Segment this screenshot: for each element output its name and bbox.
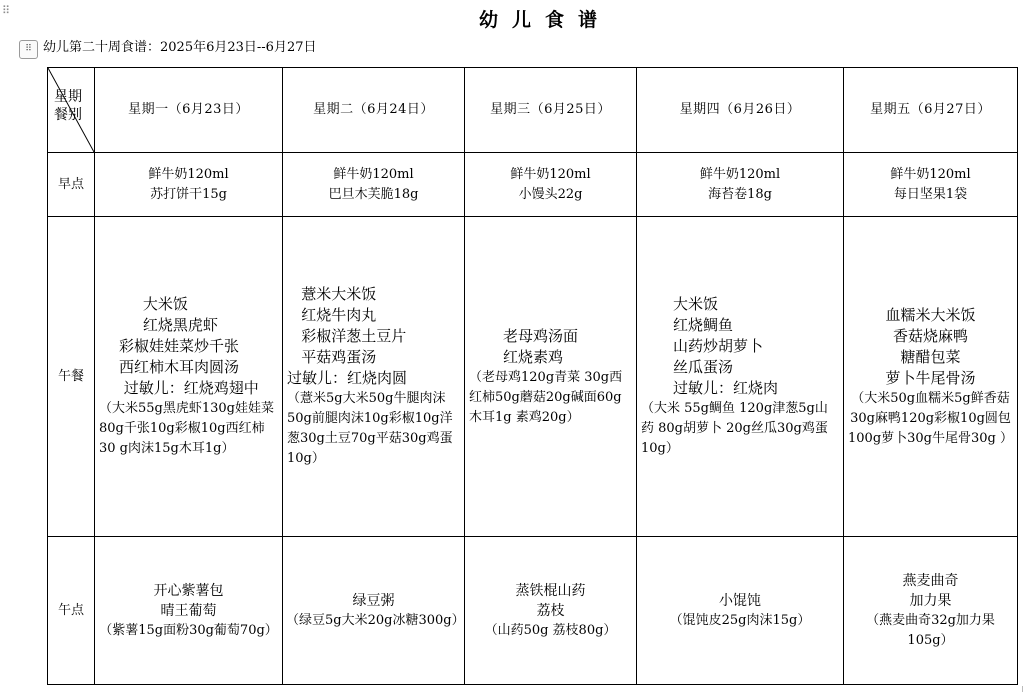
meal-label-lunch: 午餐	[48, 217, 95, 537]
lunch-dish: 老母鸡汤面	[503, 326, 579, 345]
lunch-dish: 红烧黑虎虾	[119, 316, 218, 334]
breakfast-item: 鲜牛奶120ml	[333, 166, 414, 182]
menu-subtitle: 幼儿第二十周食谱：2025年6月23日--6月27日	[43, 40, 317, 55]
breakfast-cell-fri	[844, 153, 1018, 217]
breakfast-row	[48, 153, 1018, 217]
lunch-dish: 大米饭	[119, 295, 188, 313]
lunch-ingredients: （大米50g血糯米5g鲜香菇30g麻鸭120g彩椒10g圆包100g萝卜30g牛尾骨30g ）	[848, 390, 1013, 446]
breakfast-item: 海苔卷18g	[708, 186, 772, 202]
snack-row	[48, 537, 1018, 685]
lunch-ingredients: （大米55g黑虎虾130g娃娃菜80g千张10g彩椒10g西红柿30 g肉沫15g木耳1g）	[99, 401, 274, 456]
snack-cell-thu	[637, 537, 844, 685]
breakfast-item: 鲜牛奶120ml	[148, 166, 229, 182]
lunch-ingredients: （大米 55g鲷鱼 120g津葱5g山药 80g胡萝卜 20g丝瓜30g鸡蛋10g）	[641, 401, 828, 456]
snack-cell-mon	[95, 537, 283, 685]
lunch-cell-thu	[637, 217, 844, 537]
day-header-wed: 星期三（6月25日）	[465, 68, 637, 153]
lunch-dish: 彩椒洋葱土豆片	[287, 327, 407, 345]
breakfast-cell-tue	[283, 153, 465, 217]
header-row	[48, 68, 1018, 153]
breakfast-cell-mon	[95, 153, 283, 217]
snack-ingredients: （馄饨皮25g肉沫15g）	[669, 612, 811, 628]
snack-ingredients: （绿豆5g大米20g冰糖300g）	[286, 612, 465, 628]
breakfast-cell-thu	[637, 153, 844, 217]
lunch-dish: 西红柿木耳肉圆汤	[119, 358, 240, 376]
meal-label-snack: 午点	[48, 537, 95, 685]
day-header-mon: 星期一（6月23日）	[95, 68, 283, 153]
breakfast-cell-wed	[465, 153, 637, 217]
snack-dish: 绿豆粥	[352, 592, 395, 609]
table-move-handle-icon[interactable]: ⠿	[19, 40, 38, 59]
snack-cell-wed	[465, 537, 637, 685]
day-header-tue: 星期二（6月24日）	[283, 68, 465, 153]
breakfast-item: 每日坚果1袋	[893, 186, 968, 202]
snack-dish: 燕麦曲奇	[902, 572, 959, 589]
lunch-dish: 平菇鸡蛋汤	[287, 348, 377, 366]
snack-cell-fri	[844, 537, 1018, 685]
snack-dish: 蒸铁棍山药	[515, 582, 586, 599]
lunch-dish: 丝瓜蛋汤	[673, 358, 734, 376]
day-header-thu: 星期四（6月26日）	[637, 68, 844, 153]
document-title: 幼儿食谱	[478, 9, 611, 31]
lunch-cell-tue	[283, 217, 465, 537]
drag-handle-icon[interactable]: ⠿	[2, 4, 12, 17]
lunch-dish: 过敏儿：红烧肉圆	[287, 369, 408, 387]
page-edge-marker	[1018, 686, 1023, 692]
snack-dish: 加力果	[909, 592, 952, 609]
snack-dish: 小馄饨	[719, 592, 761, 609]
snack-ingredients: （燕麦曲奇32g加力果105g）	[866, 612, 995, 648]
breakfast-item: 巴旦木芙脆18g	[328, 186, 419, 202]
corner-header-cell	[48, 68, 95, 153]
breakfast-item: 鲜牛奶120ml	[510, 166, 591, 182]
weekly-menu-table	[47, 67, 1018, 685]
breakfast-item: 苏打饼干15g	[150, 186, 227, 202]
snack-dish: 荔枝	[536, 602, 565, 619]
snack-ingredients: （紫薯15g面粉30g葡萄70g）	[99, 622, 278, 638]
corner-label-day: 星期	[54, 89, 82, 105]
lunch-dish: 彩椒娃娃菜炒千张	[119, 337, 240, 355]
lunch-cell-wed	[465, 217, 637, 537]
snack-cell-tue	[283, 537, 465, 685]
lunch-cell-mon	[95, 217, 283, 537]
lunch-dish: 红烧牛肉丸	[287, 306, 377, 324]
breakfast-item: 鲜牛奶120ml	[699, 166, 781, 182]
snack-dish: 开心紫薯包	[153, 582, 224, 599]
lunch-dish: 红烧素鸡	[503, 347, 564, 366]
lunch-dish: 血糯米大米饭	[885, 305, 976, 324]
breakfast-item: 鲜牛奶120ml	[890, 166, 971, 182]
lunch-dish: 香菇烧麻鸭	[892, 326, 968, 345]
lunch-dish: 过敏儿：红烧肉	[673, 379, 779, 397]
lunch-row	[48, 217, 1018, 537]
lunch-dish: 大米饭	[673, 295, 719, 313]
snack-ingredients: （山药50g 荔枝80g）	[484, 622, 617, 638]
lunch-dish: 过敏儿：红烧鸡翅中	[119, 379, 259, 397]
corner-label-meal: 餐别	[54, 107, 82, 123]
lunch-dish: 糖醋包菜	[900, 347, 961, 366]
lunch-cell-fri	[844, 217, 1018, 537]
lunch-ingredients: （老母鸡120g青菜 30g西红柿50g蘑菇20g碱面60g木耳1g 素鸡20g）	[469, 369, 623, 425]
lunch-dish: 萝卜牛尾骨汤	[885, 368, 976, 387]
lunch-dish: 薏米大米饭	[287, 285, 377, 303]
snack-dish: 晴王葡萄	[160, 602, 217, 619]
breakfast-item: 小馒头22g	[518, 186, 583, 202]
lunch-dish: 山药炒胡萝卜	[673, 337, 764, 355]
lunch-ingredients: （薏米5g大米50g牛腿肉沫50g前腿肉沫10g彩椒10g洋葱30g土豆70g平菇30g鸡蛋10g）	[287, 391, 453, 466]
meal-label-breakfast: 早点	[48, 153, 95, 217]
day-header-fri: 星期五（6月27日）	[844, 68, 1018, 153]
lunch-dish: 红烧鲷鱼	[673, 316, 734, 334]
